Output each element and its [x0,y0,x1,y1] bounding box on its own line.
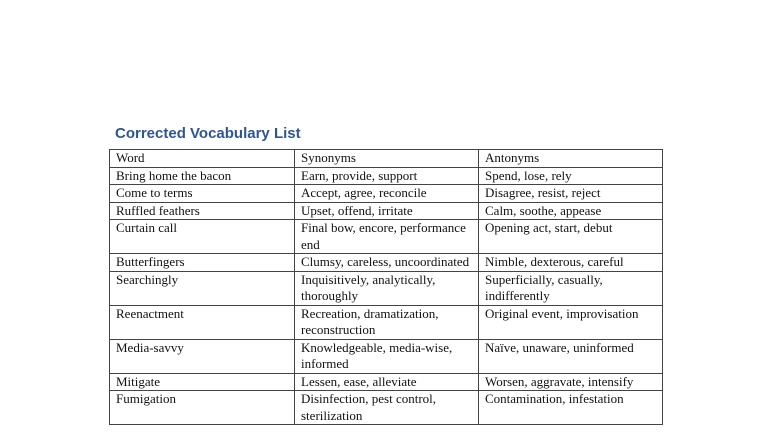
word-cell: Curtain call [110,220,295,254]
header-antonyms: Antonyms [479,150,663,168]
word-cell: Bring home the bacon [110,167,295,185]
table-row [110,271,663,305]
word-cell: Fumigation [110,391,295,425]
word-cell: Mitigate [110,373,295,391]
synonyms-cell: Disinfection, pest control, sterilization [295,391,479,425]
word-cell: Come to terms [110,185,295,203]
synonyms-cell: Lessen, ease, alleviate [295,373,479,391]
antonyms-cell: Naïve, unaware, uninformed [479,339,663,373]
header-word: Word [110,150,295,168]
antonyms-cell: Superficially, casually, indifferently [479,271,663,305]
vocabulary-table [109,149,663,425]
antonyms-cell: Spend, lose, rely [479,167,663,185]
word-cell: Searchingly [110,271,295,305]
table-row [110,185,663,203]
table-header-row [110,150,663,168]
word-cell: Butterfingers [110,254,295,272]
table-row [110,167,663,185]
synonyms-cell: Knowledgeable, media-wise, informed [295,339,479,373]
synonyms-cell: Inquisitively, analytically, thoroughly [295,271,479,305]
antonyms-cell: Worsen, aggravate, intensify [479,373,663,391]
antonyms-cell: Opening act, start, debut [479,220,663,254]
word-cell: Reenactment [110,305,295,339]
synonyms-cell: Accept, agree, reconcile [295,185,479,203]
synonyms-cell: Upset, offend, irritate [295,202,479,220]
table-row [110,305,663,339]
synonyms-cell: Clumsy, careless, uncoordinated [295,254,479,272]
table-row [110,391,663,425]
antonyms-cell: Original event, improvisation [479,305,663,339]
synonyms-cell: Earn, provide, support [295,167,479,185]
table-row [110,373,663,391]
synonyms-cell: Final bow, encore, performance end [295,220,479,254]
page-title: Corrected Vocabulary List [115,125,301,142]
table-row [110,220,663,254]
table-row [110,254,663,272]
table-row [110,339,663,373]
word-cell: Media-savvy [110,339,295,373]
antonyms-cell: Nimble, dexterous, careful [479,254,663,272]
word-cell: Ruffled feathers [110,202,295,220]
table-row [110,202,663,220]
antonyms-cell: Disagree, resist, reject [479,185,663,203]
antonyms-cell: Contamination, infestation [479,391,663,425]
header-synonyms: Synonyms [295,150,479,168]
synonyms-cell: Recreation, dramatization, reconstruction [295,305,479,339]
antonyms-cell: Calm, soothe, appease [479,202,663,220]
